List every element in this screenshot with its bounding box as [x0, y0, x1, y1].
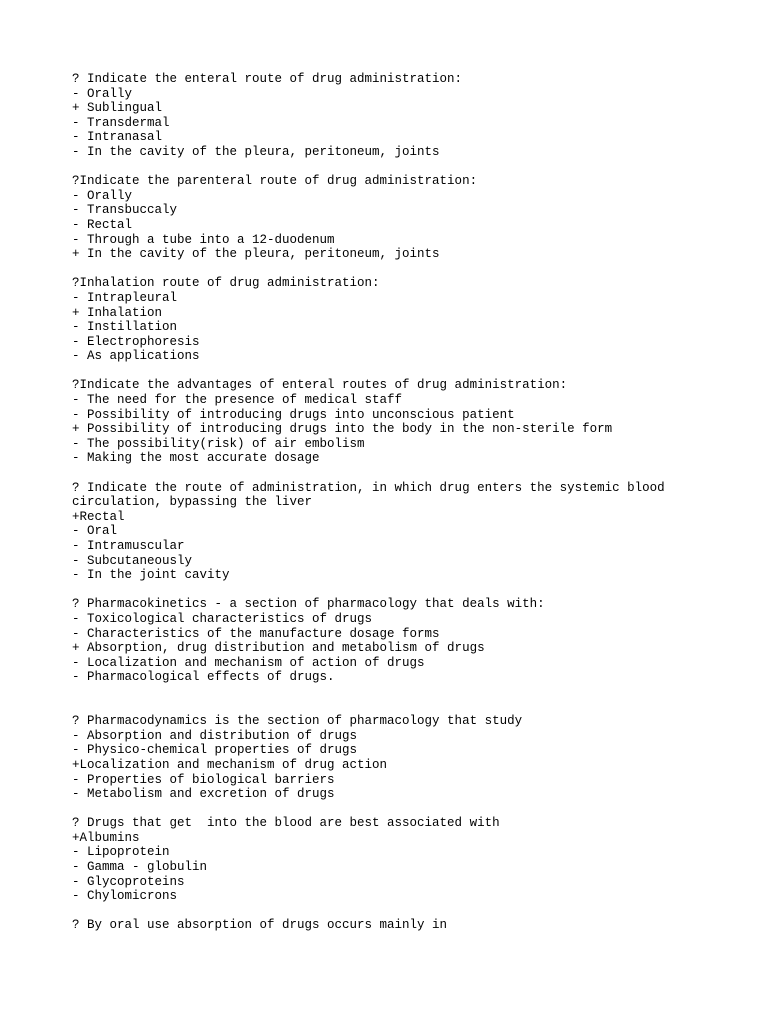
- answer-option: - Gamma - globulin: [72, 860, 208, 875]
- answer-option: - Lipoprotein: [72, 845, 170, 860]
- answer-option: - Intrapleural: [72, 290, 178, 305]
- answer-option: - Absorption and distribution of drugs: [72, 728, 358, 743]
- answer-option: - Through a tube into a 12-duodenum: [72, 232, 335, 247]
- document-page: [72, 72, 732, 948]
- answer-option: - Electrophoresis: [72, 334, 200, 349]
- answer-option: - Rectal: [72, 217, 133, 232]
- question-block: [72, 174, 732, 262]
- answer-option: - Oral: [72, 524, 118, 539]
- question-text: ?Indicate the advantages of enteral routes of drug administration:: [72, 378, 568, 393]
- answer-option: + Sublingual: [72, 101, 163, 116]
- answer-option: - Possibility of introducing drugs into unconscious patient: [72, 407, 515, 422]
- question-block: [72, 918, 732, 933]
- question-text: ? By oral use absorption of drugs occurs mainly in: [72, 918, 448, 933]
- answer-option: - In the joint cavity: [72, 568, 230, 583]
- answer-option: + Possibility of introducing drugs into the body in the non-sterile form: [72, 422, 613, 437]
- answer-option: - Subcutaneously: [72, 553, 193, 568]
- answer-option: - Instillation: [72, 320, 178, 335]
- question-text: ?Inhalation route of drug administration:: [72, 276, 380, 291]
- question-block: [72, 597, 732, 685]
- answer-option: - Transbuccaly: [72, 203, 178, 218]
- answer-option: + In the cavity of the pleura, peritoneum, joints: [72, 247, 440, 262]
- answer-option: - Orally: [72, 86, 133, 101]
- answer-option: + Inhalation: [72, 305, 163, 320]
- answer-option: +Rectal: [72, 509, 125, 524]
- question-text: ? Pharmacodynamics is the section of pharmacology that study: [72, 714, 523, 729]
- question-text: ?Indicate the parenteral route of drug administration:: [72, 174, 478, 189]
- answer-option: - Intramuscular: [72, 539, 185, 553]
- answer-option: - Metabolism and excretion of drugs: [72, 787, 335, 802]
- answer-option: - Transdermal: [72, 115, 170, 130]
- answer-option: - Glycoproteins: [72, 874, 185, 889]
- answer-option: - Intranasal: [72, 130, 163, 145]
- question-text: ? Indicate the enteral route of drug administration:: [72, 72, 463, 86]
- answer-option: +Localization and mechanism of drug action: [72, 757, 388, 772]
- answer-option: - Pharmacological effects of drugs.: [72, 670, 335, 685]
- question-block: [72, 714, 732, 802]
- answer-option: - As applications: [72, 349, 200, 364]
- answer-option: - Localization and mechanism of action of drugs: [72, 655, 425, 670]
- question-text: ? Pharmacokinetics - a section of pharmacology that deals with:: [72, 597, 545, 612]
- answer-option: - The need for the presence of medical staff: [72, 393, 403, 408]
- question-text: ? Indicate the route of administration, in which drug enters the systemic blood circulation, bypassing the liver: [72, 480, 673, 510]
- answer-option: - Characteristics of the manufacture dosage forms: [72, 626, 440, 641]
- answer-option: - Orally: [72, 188, 133, 203]
- question-block: [72, 481, 732, 583]
- answer-option: - In the cavity of the pleura, peritoneum, joints: [72, 144, 440, 159]
- answer-option: - Properties of biological barriers: [72, 772, 335, 787]
- question-block: [72, 816, 732, 904]
- question-block: [72, 72, 732, 160]
- answer-option: - Making the most accurate dosage: [72, 451, 320, 466]
- answer-option: + Absorption, drug distribution and metabolism of drugs: [72, 641, 485, 656]
- answer-option: - The possibility(risk) of air embolism: [72, 436, 365, 451]
- answer-option: - Physico-chemical properties of drugs: [72, 743, 358, 758]
- answer-option: +Albumins: [72, 830, 140, 845]
- answer-option: - Toxicological characteristics of drugs: [72, 611, 373, 626]
- answer-option: - Chylomicrons: [72, 889, 178, 904]
- question-block: [72, 276, 732, 364]
- question-text: ? Drugs that get into the blood are best associated with: [72, 816, 500, 831]
- question-block: [72, 378, 732, 466]
